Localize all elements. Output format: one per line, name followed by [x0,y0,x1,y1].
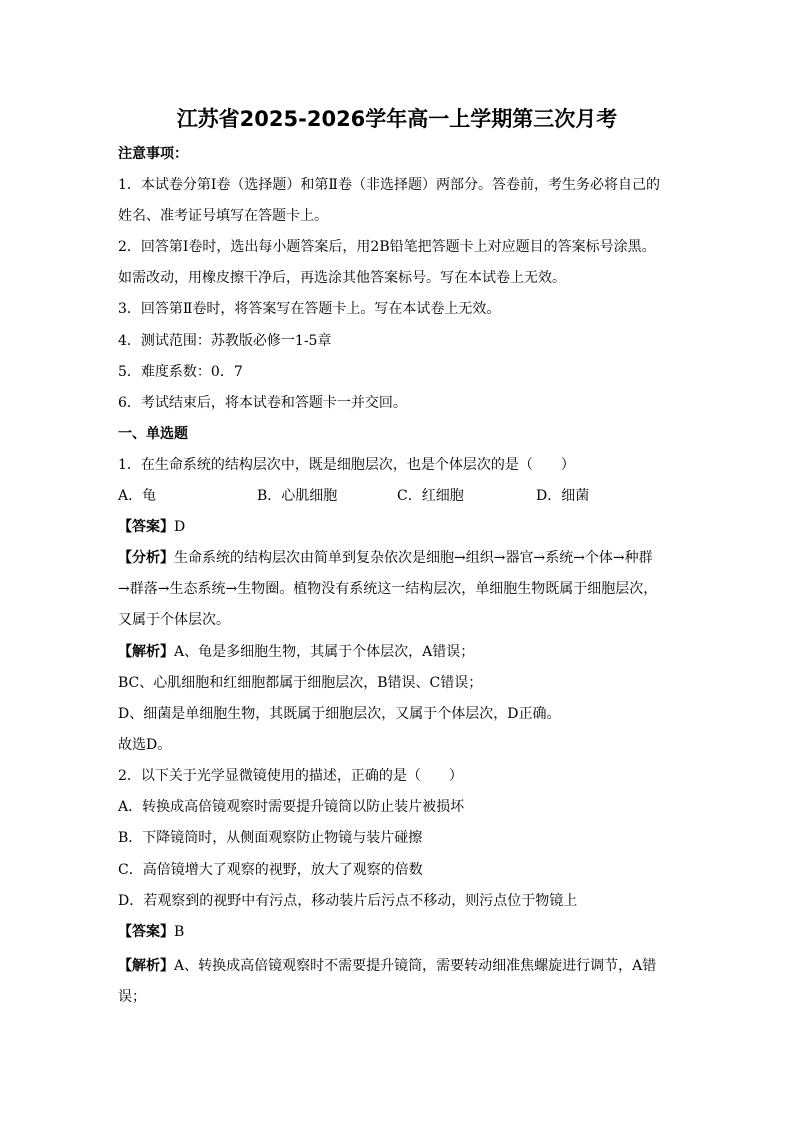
answer-value: D [174,519,186,535]
explain-label: 【解析】 [118,958,174,974]
explain-line [118,956,688,976]
option-b: B．心肌细胞 [257,488,338,504]
notice-line: 如需改动，用橡皮擦干净后，再选涂其他答案标号。写在本试卷上无效。 [118,270,566,286]
explain-label: 【解析】 [118,644,174,660]
option-a: A．龟 [118,488,157,504]
explain-line: BC、心肌细胞和红细胞都属于细胞层次，B错误、C错误； [118,675,483,691]
analysis-line [118,548,688,568]
notice-line: 姓名、准考证号填写在答题卡上。 [118,208,328,224]
answer-line [118,922,688,942]
analysis-text: 生命系统的结构层次由简单到复杂依次是细胞→组织→器官→系统→个体→种群 [174,550,653,566]
explain-line: D、细菌是单细胞生物，其既属于细胞层次，又属于个体层次，D正确。 [118,706,561,722]
notice-line: 3．回答第Ⅱ卷时，将答案写在答题卡上。写在本试卷上无效。 [118,301,501,317]
notice-line: 5．难度系数：0．7 [118,364,243,380]
answer-line [118,517,688,537]
question-stem: 1．在生命系统的结构层次中，既是细胞层次，也是个体层次的是（ ） [118,457,575,473]
explain-line [118,642,688,662]
analysis-line: →群落→生态系统→生物圈。植物没有系统这一结构层次，单细胞生物既属于细胞层次， [118,581,658,597]
answer-label: 【答案】 [118,519,174,535]
option-d: D．若观察到的视野中有污点，移动装片后污点不移动，则污点位于物镜上 [118,893,578,909]
explain-text: A、龟是多细胞生物，其属于个体层次，A错误； [174,644,475,660]
analysis-label: 【分析】 [118,550,174,566]
option-b: B．下降镜筒时，从侧面观察防止物镜与装片碰擦 [118,830,423,846]
notice-line: 1．本试卷分第Ⅰ卷（选择题）和第Ⅱ卷（非选择题）两部分。答卷前，考生务必将自己的 [118,177,660,193]
option-c: C．红细胞 [397,488,464,504]
option-c: C．高倍镜增大了观察的视野，放大了观察的倍数 [118,862,423,878]
question-stem: 2．以下关于光学显微镜使用的描述，正确的是（ ） [118,768,463,784]
option-d: D．细菌 [536,488,590,504]
page-title: 江苏省2025-2026学年高一上学期第三次月考 [176,107,618,131]
option-a: A．转换成高倍镜观察时需要提升镜筒以防止装片被损坏 [118,799,465,815]
explain-text: A、转换成高倍镜观察时不需要提升镜筒，需要转动细准焦螺旋进行调节，A错 [174,958,657,974]
notice-line: 6．考试结束后，将本试卷和答题卡一并交回。 [118,395,407,411]
section-heading: 一、单选题 [118,426,188,442]
notice-heading: 注意事项： [118,146,188,162]
answer-label: 【答案】 [118,924,174,940]
notice-line: 2．回答第Ⅰ卷时，选出每小题答案后，用2B铅笔把答题卡上对应题目的答案标号涂黑。 [118,239,656,255]
explain-line: 误； [118,989,146,1005]
analysis-line: 又属于个体层次。 [118,612,230,628]
explain-line: 故选D。 [118,737,172,753]
notice-line: 4．测试范围：苏教版必修一1-5章 [118,333,332,349]
answer-value: B [174,924,185,940]
